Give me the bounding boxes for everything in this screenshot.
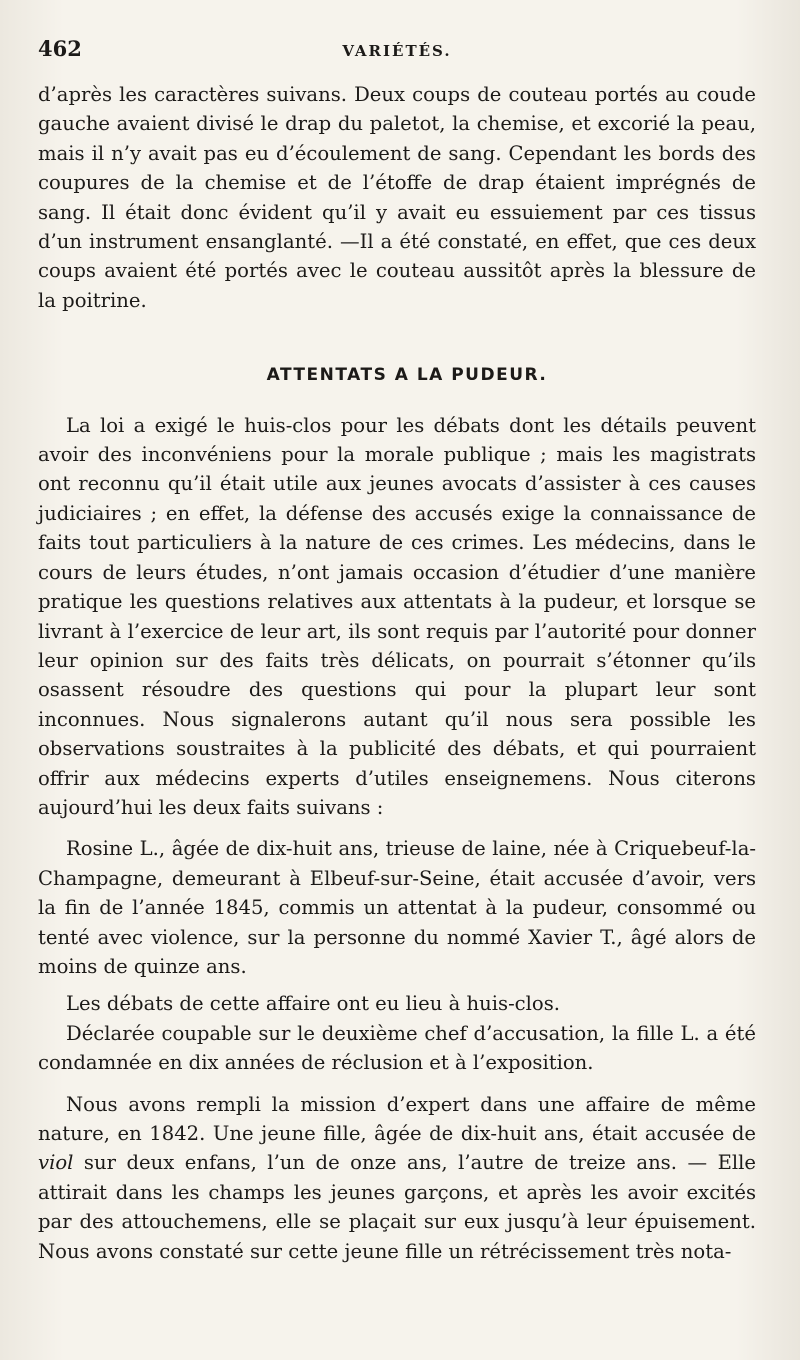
paragraph-declaree: Déclarée coupable sur le deuxième chef d’accusation, la fille L. a été condamnée en dix années de réclusion et à l’exposition.	[38, 1021, 756, 1075]
paragraph-rosine: Rosine L., âgée de dix-huit ans, trieuse de laine, née à Criquebeuf-la-Champagne, demeurant à Elbeuf-sur-Seine, était accusée d’avoir, vers la fin de l’année 1845, commis un attentat à la pudeur, consommé ou tenté avec violence, sur la personne du nommé Xavier T., âgé alors de moins de quinze ans.	[38, 837, 756, 978]
running-head	[38, 36, 756, 80]
paragraph-nous-part2: sur deux enfans, l’un de onze ans, l’autre de treize ans. — Elle attirait dans les champs les jeunes garçons, et après les avoir excités par des attouchemens, elle se plaçait sur eux jusqu’à leur épuisement. Nous avons constaté sur cette jeune fille un rétrécissement très nota-	[38, 1151, 756, 1263]
running-title: VARIÉTÉS.	[342, 42, 452, 60]
page-number: 462	[38, 36, 82, 61]
body-text	[38, 80, 756, 1266]
paragraph-intro: d’après les caractères suivans. Deux coups de couteau portés au coude gauche avaient divisé le drap du paletot, la chemise, et excorié la peau, mais il n’y avait pas eu d’écoulement de sang. Cependant les bords des coupures de la chemise et de l’étoffe de drap étaient imprégnés de sang. Il était donc évident qu’il y avait eu essuiement par ces tissus d’un instrument ensanglanté. —Il a été constaté, en effet, que ces deux coups avaient été portés avec le couteau aussitôt après la blessure de la poitrine.	[38, 83, 756, 312]
paragraph-nous	[38, 1090, 756, 1266]
paragraph-nous-part1: Nous avons rempli la mission d’expert dans une affaire de même nature, en 1842. Une jeune fille, âgée de dix-huit ans, était accusée de	[38, 1092, 756, 1145]
section-title: ATTENTATS A LA PUDEUR.	[266, 365, 548, 386]
paragraph-loi: La loi a exigé le huis-clos pour les débats dont les détails peuvent avoir des inconvéniens pour la morale publique ; mais les magistrats ont reconnu qu’il était utile aux jeunes avocats d’assister à ces causes judiciaires ; en effet, la défense des accusés exige la connaissance de faits tout particuliers à la nature de ces crimes. Les médecins, dans le cours de leurs études, n’ont jamais occasion d’étudier d’une manière pratique les questions relatives aux attentats à la pudeur, et lorsque se livrant à l’exercice de leur art, ils sont requis par l’autorité pour donner leur opinion sur des faits très délicats, on pourrait s’étonner qu’ils osassent résoudre des questions qui pour la plupart leur sont inconnues. Nous signalerons autant qu’il nous sera possible les observations soustraites à la publicité des débats, et qui pourraient offrir aux médecins experts d’utiles enseignemens. Nous citerons aujourd’hui les deux faits suivans :	[38, 413, 756, 819]
emphasis-viol: viol	[38, 1151, 74, 1175]
paragraph-debats: Les débats de cette affaire ont eu lieu à huis-clos.	[66, 992, 561, 1016]
